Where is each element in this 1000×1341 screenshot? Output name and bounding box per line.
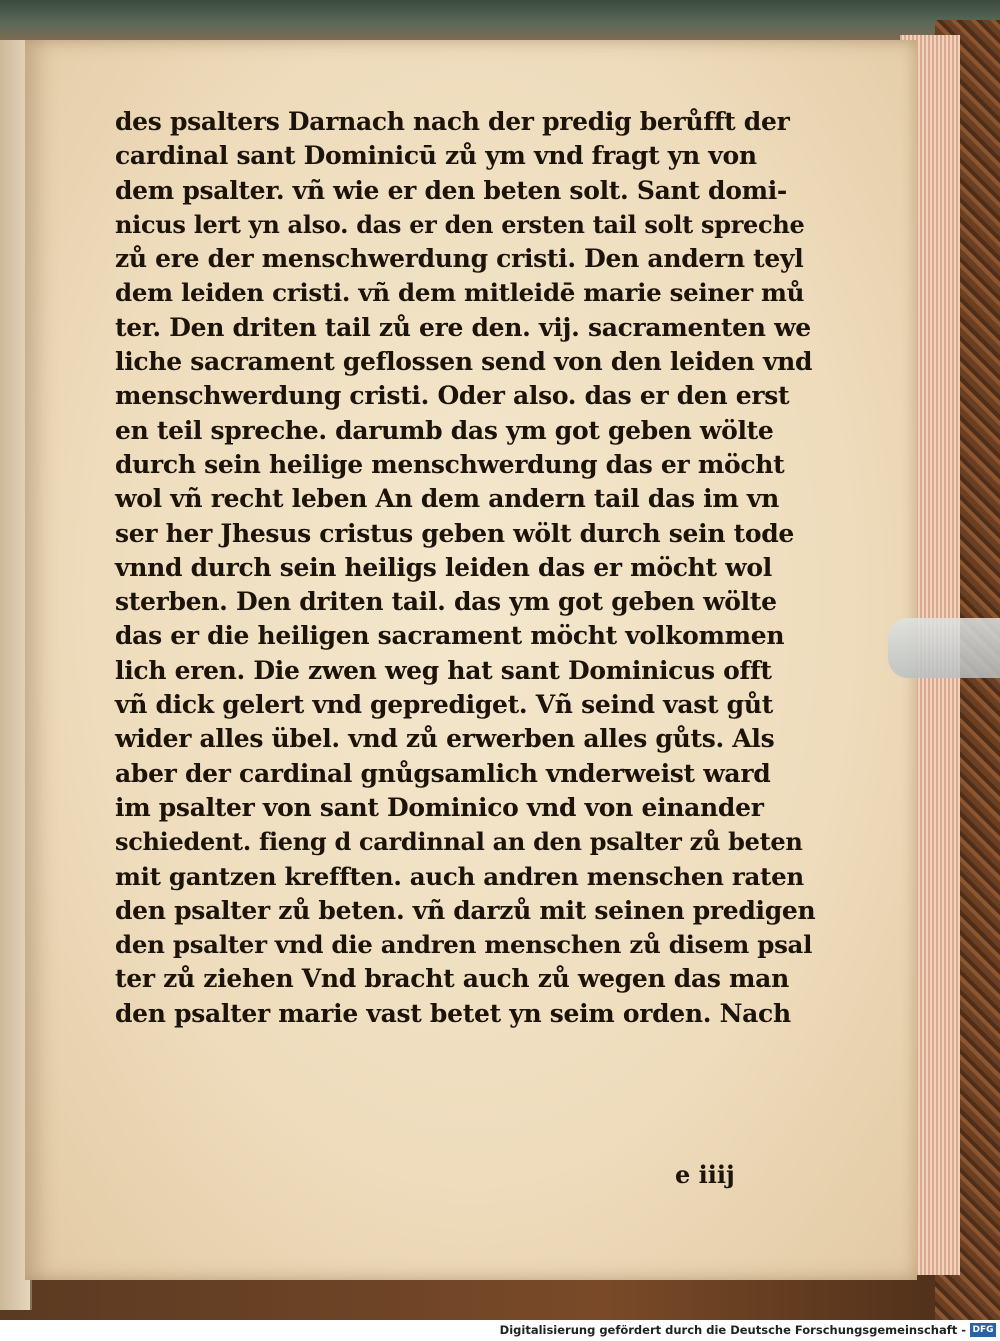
text-line: dem leiden cristi. vñ dem mitleidē marie seiner mů (115, 278, 805, 308)
text-line: vñ dick gelert vnd geprediget. Vñ seind vast gůt (115, 690, 773, 720)
text-line: vnnd durch sein heiligs leiden das er möcht wol (115, 552, 772, 582)
text-line: cardinal sant Dominicū zů ym vnd fragt yn von (115, 141, 757, 171)
text-line: den psalter zů beten. vñ darzů mit seinen predigen (115, 895, 816, 925)
book-binding-top (0, 0, 1000, 40)
page-text (115, 105, 815, 1031)
text-line: sterben. Den driten tail. das ym got geben wölte (115, 587, 777, 617)
text-line: wider alles übel. vnd zů erwerben alles gůts. Als (115, 724, 775, 754)
text-line: zů ere der menschwerdung cristi. Den andern teyl (115, 244, 804, 274)
text-line: den psalter marie vast betet yn seim orden. Nach (115, 998, 791, 1028)
page-clip (888, 618, 1000, 678)
text-line: menschwerdung cristi. Oder also. das er den erst (115, 381, 790, 411)
text-line: des psalters Darnach nach der predig berůfft der (115, 107, 790, 136)
text-line: ter. Den driten tail zů ere den. vij. sacramenten we (115, 312, 811, 342)
book-page (25, 40, 917, 1280)
dfg-logo: DFG (970, 1323, 996, 1337)
text-line: aber der cardinal gnůgsamlich vnderweist ward (115, 758, 771, 788)
text-line: ser her Jhesus cristus geben wölt durch sein tode (115, 518, 795, 548)
footer-bar (0, 1320, 1000, 1341)
text-line: wol vñ recht leben An dem andern tail das im vn (115, 484, 779, 514)
text-line: den psalter vnd die andren menschen zů disem psal (115, 930, 813, 960)
text-line: schiedent. fieng d cardinnal an den psalter zů beten (115, 827, 803, 857)
signature-mark: e iiij (675, 1160, 735, 1189)
text-line: im psalter von sant Dominico vnd von einander (115, 792, 764, 822)
funding-credit: Digitalisierung gefördert durch die Deutsche Forschungsgemeinschaft - (499, 1323, 966, 1337)
text-line: das er die heiligen sacrament möcht volkommen (115, 621, 785, 651)
text-line: dem psalter. vñ wie er den beten solt. Sant domi- (115, 175, 787, 205)
text-line: lich eren. Die zwen weg hat sant Dominicus offt (115, 655, 772, 685)
text-line: en teil spreche. darumb das ym got geben wölte (115, 415, 774, 445)
text-line: liche sacrament geflossen send von den leiden vnd (115, 347, 813, 377)
text-line: durch sein heilige menschwerdung das er möcht (115, 449, 785, 479)
text-line: ter zů ziehen Vnd bracht auch zů wegen das man (115, 964, 789, 994)
text-line: mit gantzen krefften. auch andren menschen raten (115, 861, 804, 891)
text-line: nicus lert yn also. das er den ersten tail solt spreche (115, 209, 805, 239)
